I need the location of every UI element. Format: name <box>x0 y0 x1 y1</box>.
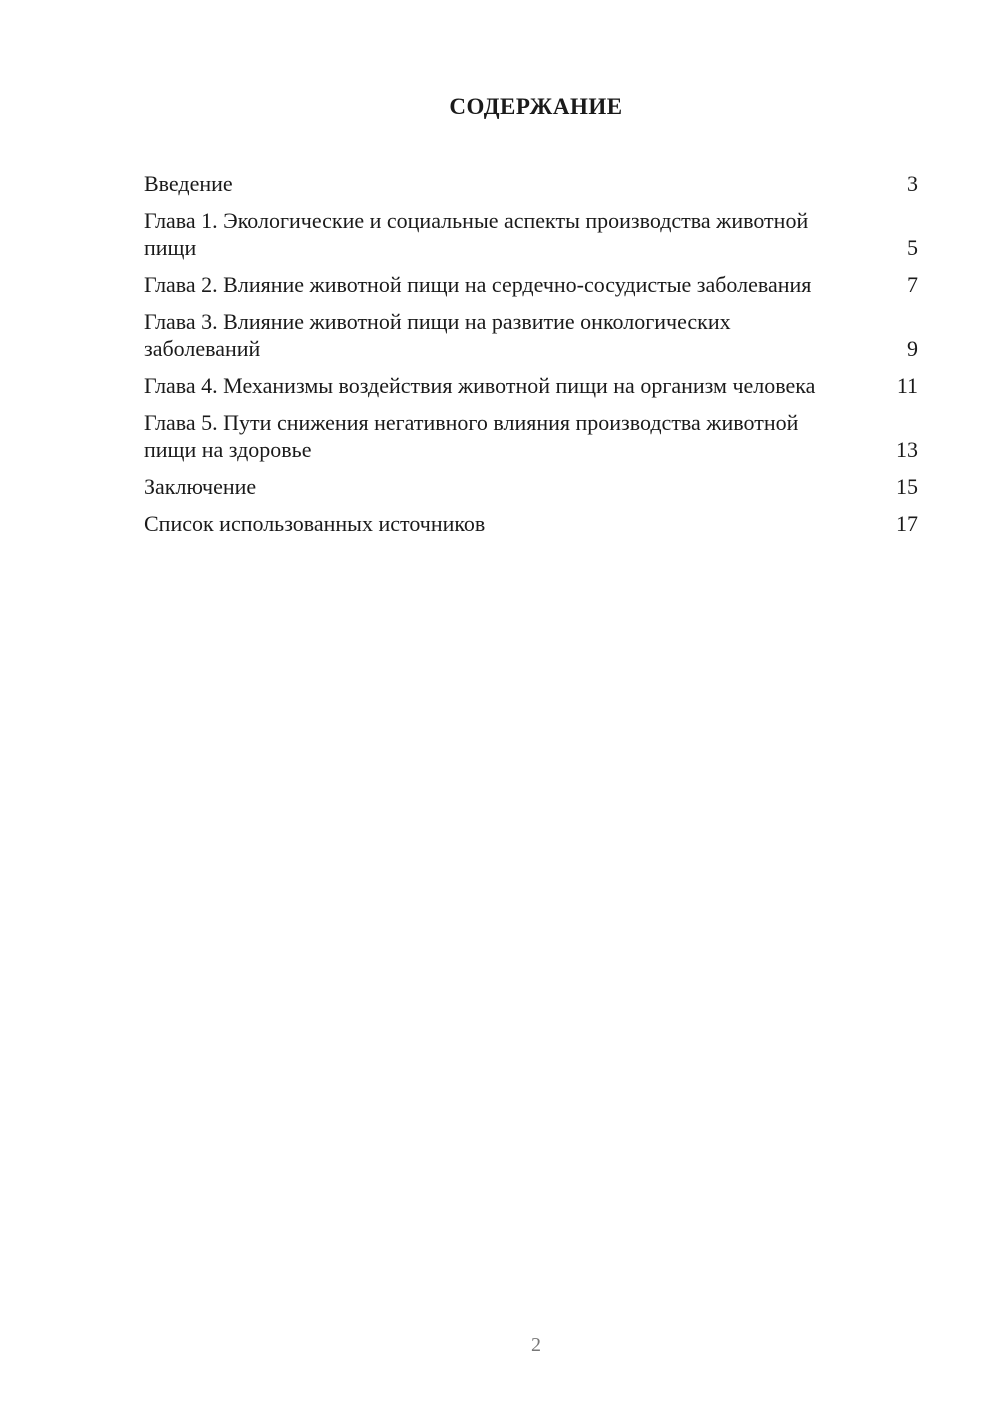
toc-entry-introduction[interactable] <box>144 170 918 197</box>
toc-entry-text: Глава 2. Влияние животной пищи на сердечно-сосудистые заболевания <box>144 272 812 297</box>
toc-list <box>144 170 918 547</box>
toc-entry-page: 13 <box>896 437 918 462</box>
page-number: 2 <box>531 1334 541 1356</box>
toc-entry-page: 15 <box>896 474 918 499</box>
toc-entry-references[interactable] <box>144 510 918 537</box>
toc-title: СОДЕРЖАНИЕ <box>449 94 623 119</box>
toc-entry-text: Список использованных источников <box>144 511 486 536</box>
toc-entry-page: 7 <box>907 272 918 297</box>
toc-entry-text: Глава 4. Механизмы воздействия животной пищи на организм человека <box>144 373 816 398</box>
toc-entry-chapter-1[interactable] <box>144 207 918 261</box>
toc-entry-page: 3 <box>907 171 918 196</box>
toc-entry-conclusion[interactable] <box>144 473 918 500</box>
toc-entry-chapter-5[interactable] <box>144 409 918 463</box>
toc-entry-page: 9 <box>907 336 918 361</box>
toc-entry-page: 5 <box>907 235 918 260</box>
toc-entry-chapter-4[interactable] <box>144 372 918 399</box>
toc-entry-text: Глава 3. Влияние животной пищи на развитие онкологических заболеваний <box>144 309 731 361</box>
toc-entry-text: Глава 1. Экологические и социальные аспекты производства животной пищи <box>144 208 809 260</box>
toc-entry-page: 17 <box>896 511 918 536</box>
toc-entry-text: Глава 5. Пути снижения негативного влияния производства животной пищи на здоровье <box>144 410 799 462</box>
toc-entry-chapter-2[interactable] <box>144 271 918 298</box>
toc-entry-chapter-3[interactable] <box>144 308 918 362</box>
toc-entry-text: Заключение <box>144 474 257 499</box>
toc-entry-page: 11 <box>896 373 918 398</box>
toc-entry-text: Введение <box>144 171 233 196</box>
